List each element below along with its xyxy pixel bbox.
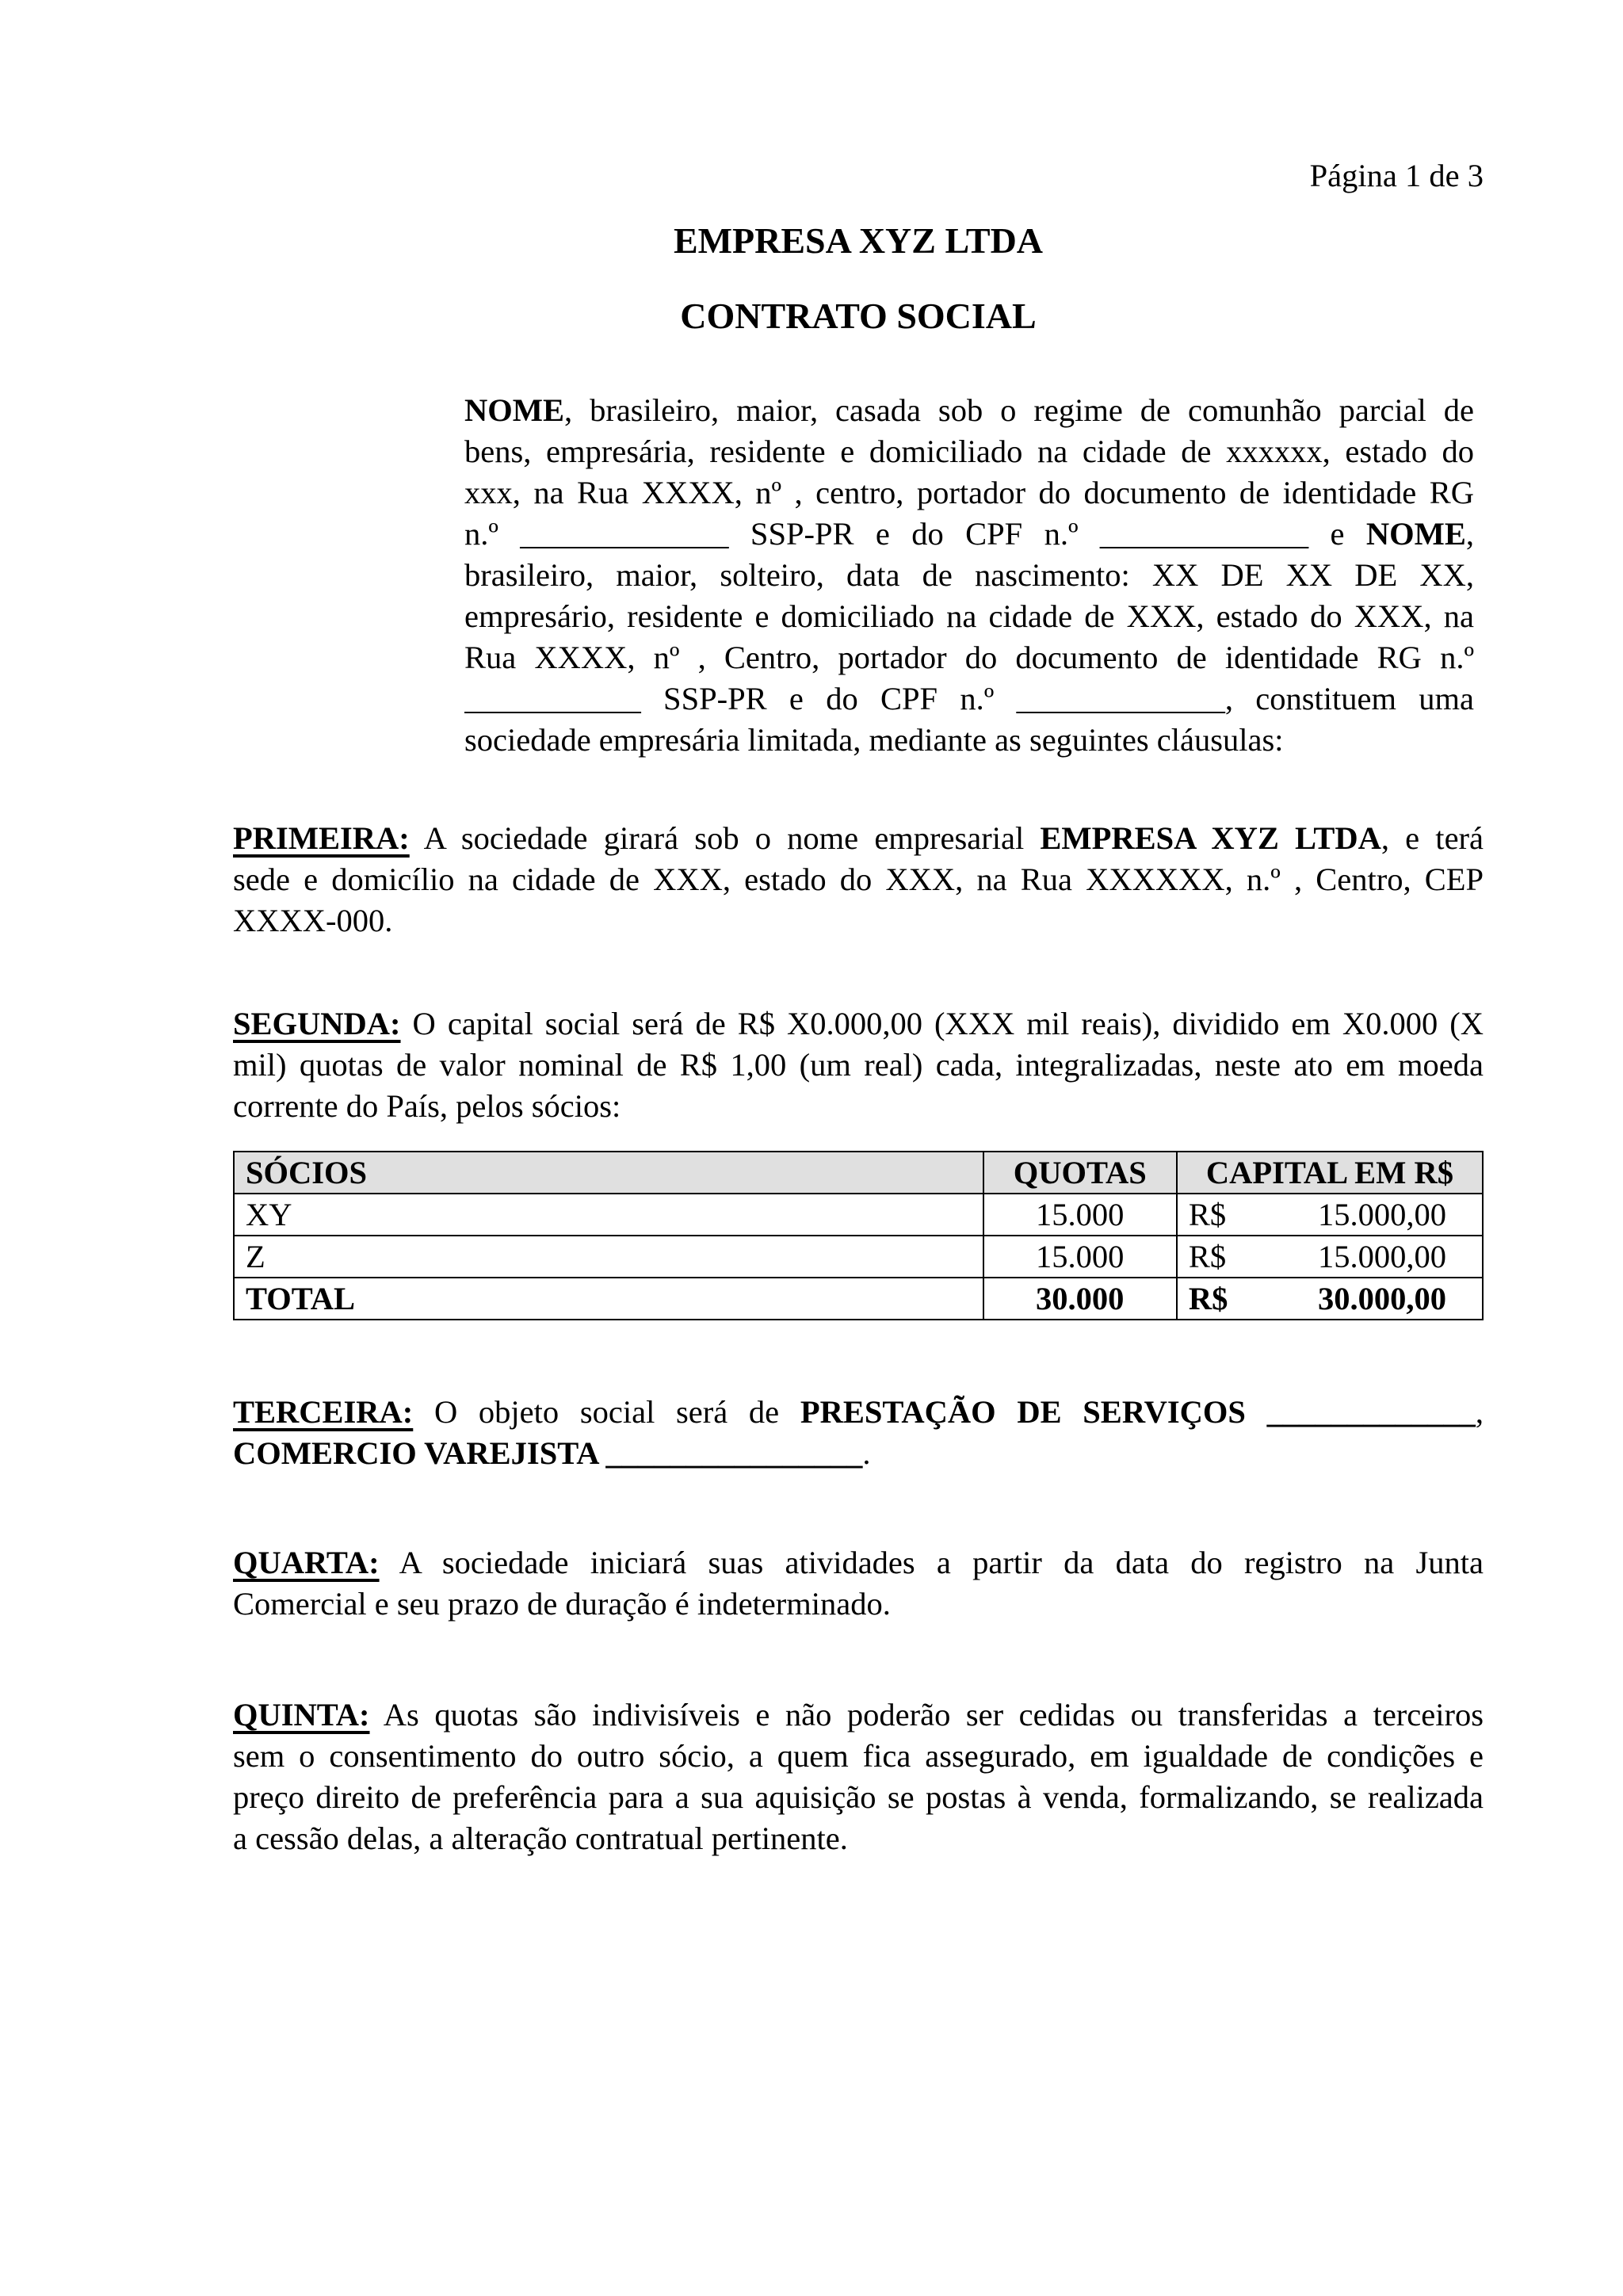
text-line: Rua XXXX, nº , Centro, portador do documento de identidade RG n.º xyxy=(464,640,1474,675)
clause-quinta xyxy=(233,1694,1484,1859)
capital-value: 15.000,00 xyxy=(1318,1239,1446,1274)
cell-socio: XY xyxy=(234,1194,983,1236)
text-line: XXXX-000. xyxy=(233,903,393,938)
text-line: sede e domicílio na cidade de XXX, estado do XXX, na Rua XXXXXX, n.º , Centro, CEP xyxy=(233,861,1484,897)
column-header-socios: SÓCIOS xyxy=(234,1152,983,1194)
cell-capital xyxy=(1177,1194,1483,1236)
currency-symbol: R$ xyxy=(1188,1281,1228,1316)
text-line: mil) quotas de valor nominal de R$ 1,00 (um real) cada, integralizadas, neste ato em moeda xyxy=(233,1047,1484,1083)
document-title: CONTRATO SOCIAL xyxy=(680,296,1037,336)
partners-capital-table xyxy=(233,1151,1484,1320)
table-row-total xyxy=(234,1278,1483,1320)
currency-symbol: R$ xyxy=(1188,1197,1227,1232)
capital-value: 15.000,00 xyxy=(1318,1197,1446,1232)
cell-capital xyxy=(1177,1278,1483,1320)
clause-primeira xyxy=(233,818,1484,942)
cell-socio: TOTAL xyxy=(234,1278,983,1320)
table-row xyxy=(234,1194,1483,1236)
cell-quotas: 15.000 xyxy=(983,1236,1177,1278)
company-name-title: EMPRESA XYZ LTDA xyxy=(673,220,1044,261)
text-line: sem o consentimento do outro sócio, a quem fica assegurado, em igualdade de condições e xyxy=(233,1738,1484,1774)
text-line: NOME, brasileiro, maior, casada sob o regime de comunhão parcial de xyxy=(464,392,1474,428)
table-row xyxy=(234,1236,1483,1278)
text-line: xxx, na Rua XXXX, nº , centro, portador do documento de identidade RG xyxy=(464,475,1474,510)
table-header-row xyxy=(234,1152,1483,1194)
text-line: PRIMEIRA: A sociedade girará sob o nome empresarial EMPRESA XYZ LTDA, e terá xyxy=(233,820,1484,856)
text-line: brasileiro, maior, solteiro, data de nascimento: XX DE XX DE XX, xyxy=(464,557,1474,593)
text-line: TERCEIRA: O objeto social será de PRESTAÇÃO DE SERVIÇOS _____________, xyxy=(233,1394,1484,1430)
text-line: sociedade empresária limitada, mediante as seguintes cláusulas: xyxy=(464,722,1284,758)
text-line: empresário, residente e domiciliado na cidade de XXX, estado do XXX, na xyxy=(464,598,1474,634)
cell-quotas: 15.000 xyxy=(983,1194,1177,1236)
capital-value: 30.000,00 xyxy=(1318,1281,1446,1316)
column-header-quotas: QUOTAS xyxy=(983,1152,1177,1194)
clause-segunda xyxy=(233,1003,1484,1127)
text-line: QUINTA: As quotas são indivisíveis e não poderão ser cedidas ou transferidas a terceiros xyxy=(233,1697,1484,1733)
text-line: COMERCIO VAREJISTA ________________. xyxy=(233,1435,871,1471)
text-line: Comercial e seu prazo de duração é indeterminado. xyxy=(233,1586,891,1622)
clause-terceira xyxy=(233,1392,1484,1474)
cell-capital xyxy=(1177,1236,1483,1278)
text-line: bens, empresária, residente e domiciliado na cidade de xxxxxx, estado do xyxy=(464,434,1474,469)
clause-quarta xyxy=(233,1542,1484,1625)
cell-socio: Z xyxy=(234,1236,983,1278)
page-number: Página 1 de 3 xyxy=(1309,158,1484,193)
text-line: SEGUNDA: O capital social será de R$ X0.000,00 (XXX mil reais), dividido em X0.000 (X xyxy=(233,1006,1484,1041)
text-line: ___________ SSP-PR e do CPF n.º _____________, constituem uma xyxy=(464,681,1474,716)
text-line: QUARTA: A sociedade iniciará suas atividades a partir da data do registro na Junta xyxy=(233,1545,1484,1580)
intro-paragraph xyxy=(464,390,1474,761)
text-line: n.º _____________ SSP-PR e do CPF n.º _____________ e NOME, xyxy=(464,516,1474,552)
column-header-capital: CAPITAL EM R$ xyxy=(1177,1152,1483,1194)
cell-quotas: 30.000 xyxy=(983,1278,1177,1320)
text-line: a cessão delas, a alteração contratual pertinente. xyxy=(233,1820,848,1856)
currency-symbol: R$ xyxy=(1188,1239,1227,1274)
text-line: corrente do País, pelos sócios: xyxy=(233,1088,621,1124)
text-line: preço direito de preferência para a sua aquisição se postas à venda, formalizando, se realizada xyxy=(233,1779,1484,1815)
